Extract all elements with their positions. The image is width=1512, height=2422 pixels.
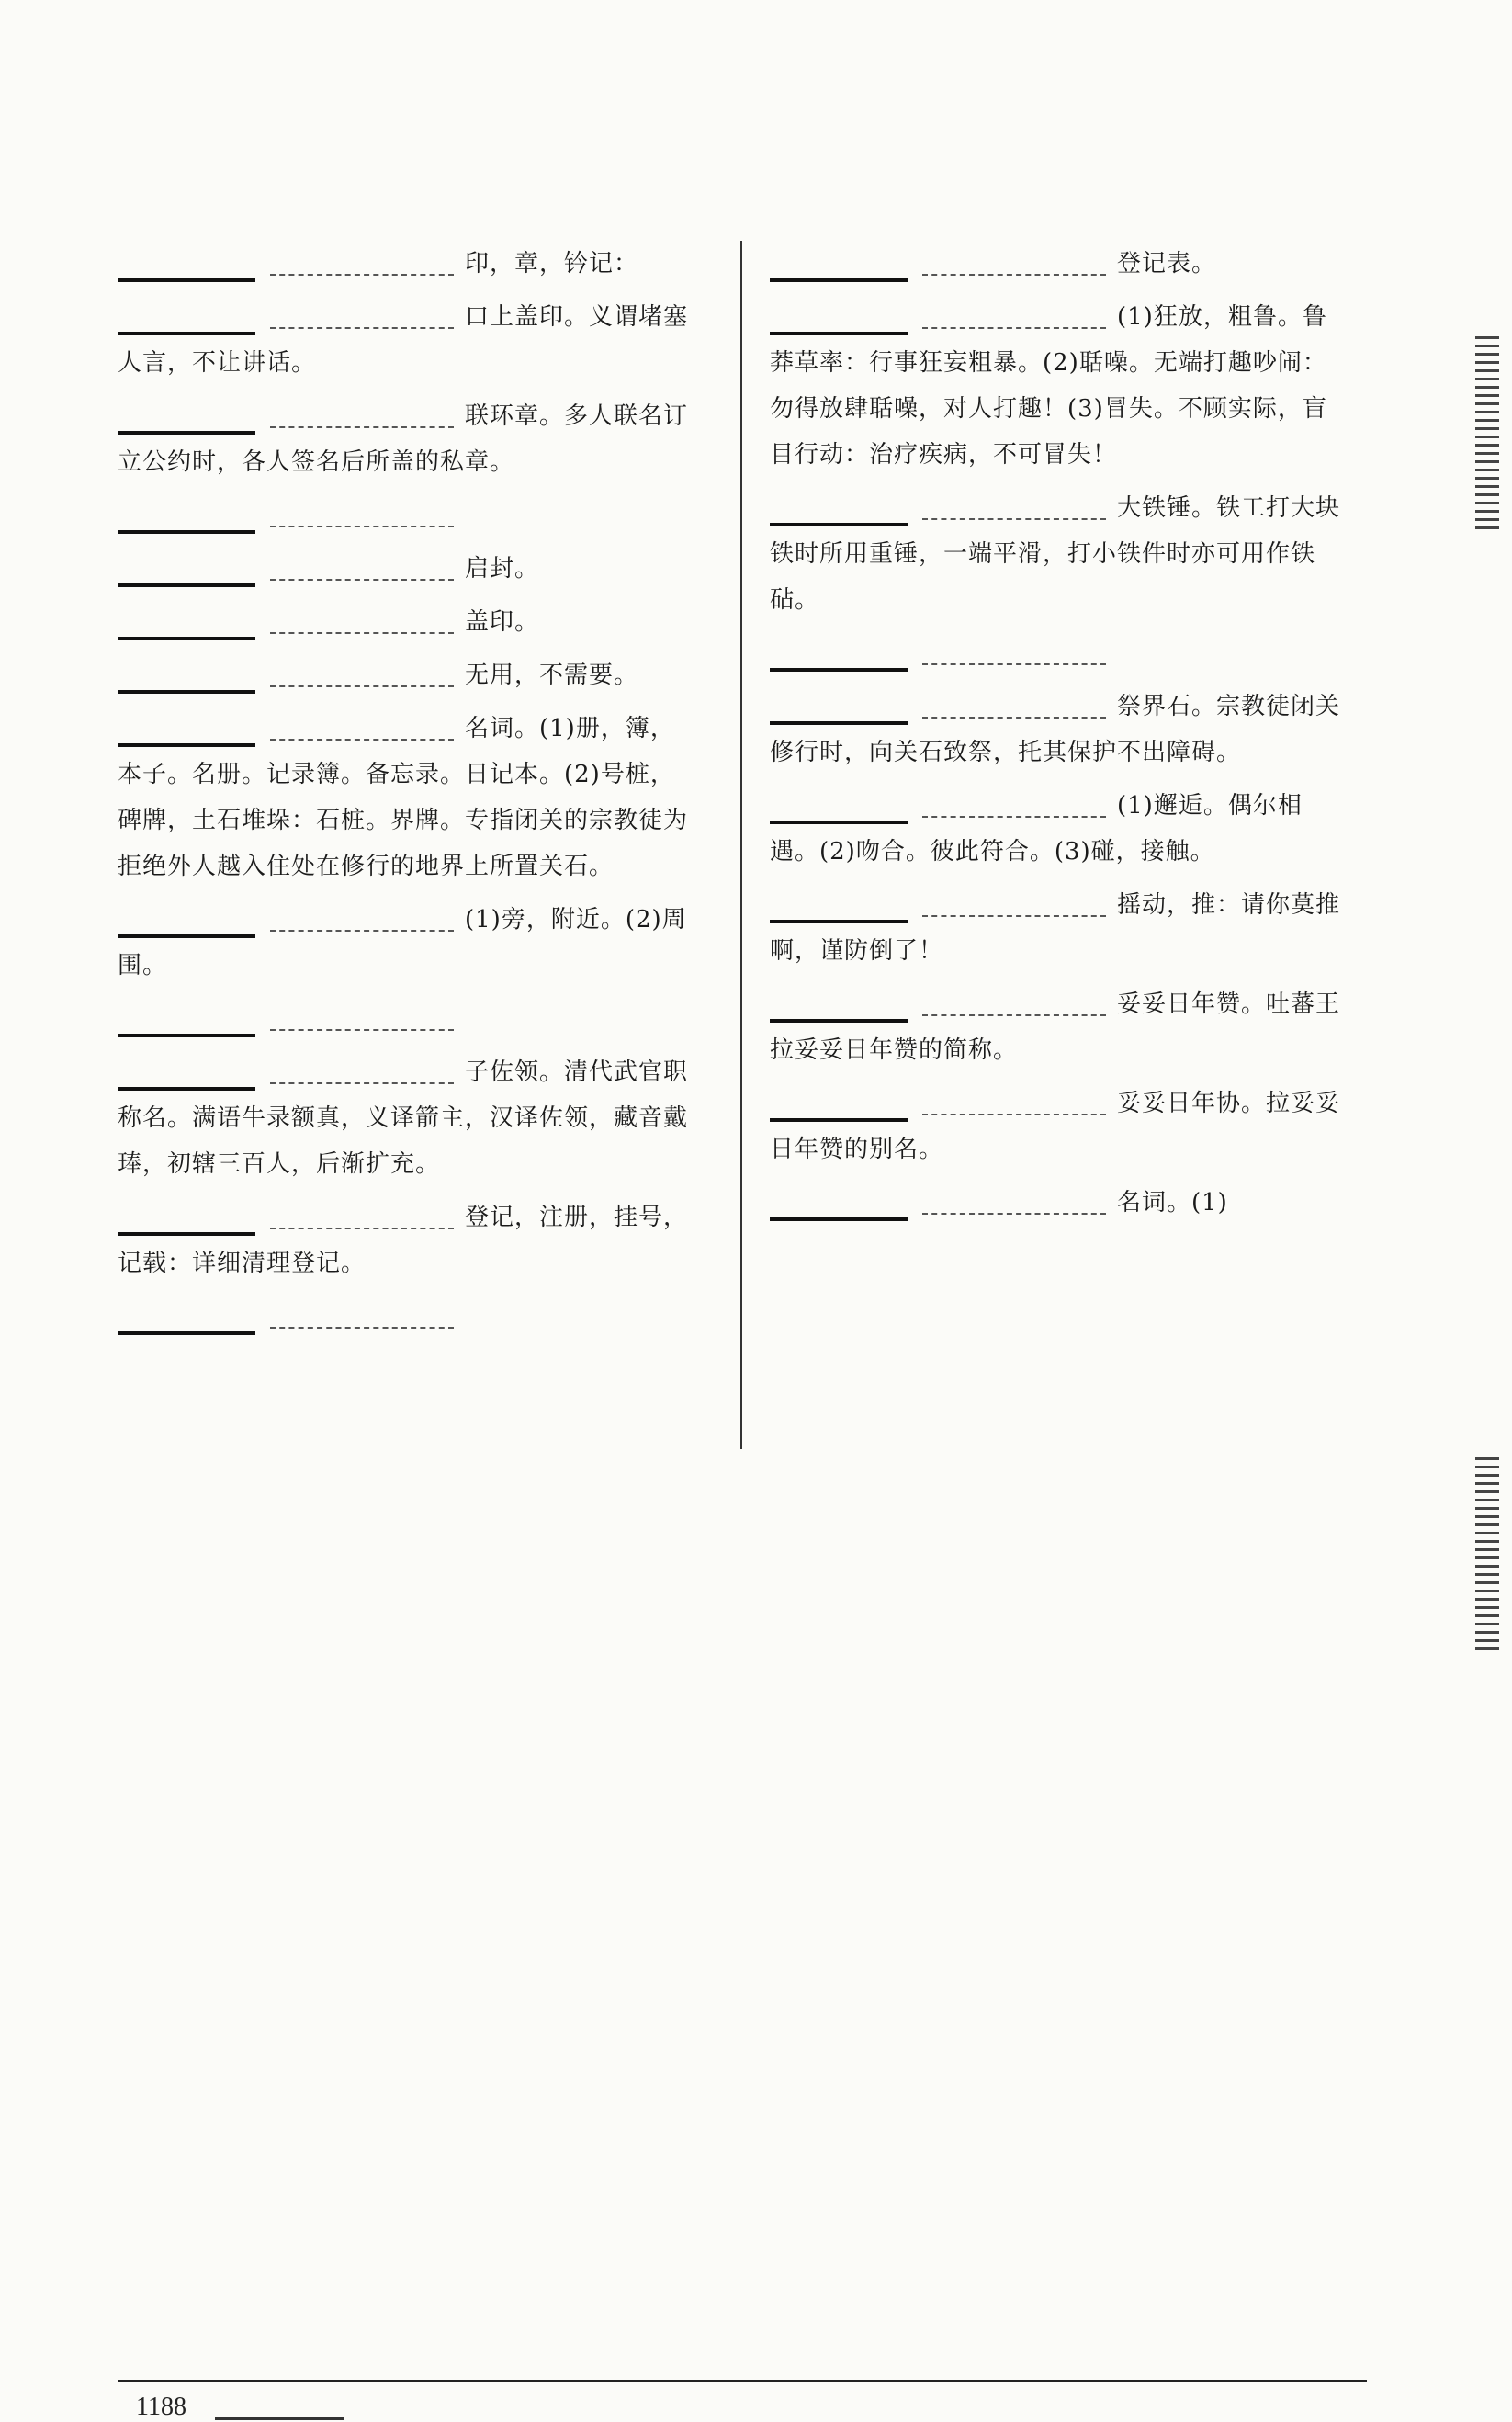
edge-mark <box>1475 1532 1499 1534</box>
entry-tibetan-definition <box>922 796 1106 818</box>
dictionary-entry <box>770 485 1348 623</box>
entry-chinese-gloss: 无用，不需要。 <box>465 662 639 689</box>
entry-headword <box>770 690 908 725</box>
dictionary-entry <box>118 241 696 287</box>
edge-mark <box>1475 419 1499 422</box>
entry-chinese-gloss: 名词。(1) <box>1117 1189 1228 1217</box>
entry-headword <box>770 637 908 672</box>
edge-mark <box>1475 427 1499 430</box>
entry-headword <box>770 492 908 526</box>
edge-marks-bottom <box>1475 1452 1499 1656</box>
edge-mark <box>1475 1606 1499 1609</box>
entry-headword <box>118 499 255 534</box>
dictionary-entry <box>770 294 1348 478</box>
entry-tibetan-definition <box>922 696 1106 719</box>
entry-headword <box>118 552 255 587</box>
entry-headword <box>118 400 255 435</box>
edge-mark <box>1475 1457 1499 1460</box>
entry-tibetan-definition <box>270 910 454 932</box>
entry-headword <box>118 300 255 335</box>
dictionary-entry <box>770 684 1348 775</box>
entry-chinese-gloss: (1)狂放，粗鲁。鲁莽草率：行事狂妄粗暴。(2)聒噪。无端打趣吵闹：勿得放肆聒噪，对人打趣！(3)冒失。不顾实际，盲目行动：治疗疾病，不可冒失！ <box>770 303 1327 469</box>
edge-mark <box>1475 1490 1499 1493</box>
edge-mark <box>1475 444 1499 447</box>
entry-headword <box>770 300 908 335</box>
edge-mark <box>1475 1507 1499 1510</box>
entry-chinese-gloss: 口上盖印。义谓堵塞人言，不让讲话。 <box>118 303 689 377</box>
edge-mark <box>1475 1573 1499 1576</box>
entry-tibetan-definition <box>922 498 1106 520</box>
entry-headword <box>118 606 255 640</box>
entry-headword <box>770 789 908 824</box>
edge-mark <box>1475 1631 1499 1634</box>
edge-mark <box>1475 1540 1499 1543</box>
entry-chinese-gloss: (1)旁，附近。(2)周围。 <box>118 906 687 979</box>
edge-mark <box>1475 460 1499 463</box>
footer-rule <box>118 2380 1367 2382</box>
entry-headword <box>118 903 255 938</box>
entry-headword <box>770 247 908 282</box>
dictionary-entry <box>770 981 1348 1073</box>
entry-chinese-gloss: 摇动，推：请你莫推啊，谨防倒了！ <box>770 891 1341 965</box>
entry-headword <box>118 1056 255 1091</box>
edge-mark <box>1475 1515 1499 1518</box>
entry-tibetan-definition <box>270 307 454 329</box>
edge-mark <box>1475 411 1499 413</box>
edge-mark <box>1475 378 1499 380</box>
edge-mark <box>1475 1598 1499 1601</box>
entry-headword <box>118 1300 255 1335</box>
entry-chinese-gloss: 妥妥日年赞。吐蕃王拉妥妥日年赞的简称。 <box>770 990 1341 1064</box>
entry-tibetan-definition <box>270 612 454 634</box>
entry-chinese-gloss: 妥妥日年协。拉妥妥日年赞的别名。 <box>770 1090 1341 1163</box>
entry-chinese-gloss: 启封。 <box>465 555 540 583</box>
edge-mark <box>1475 1614 1499 1617</box>
right-column <box>770 241 1348 1233</box>
dictionary-entry <box>770 241 1348 287</box>
dictionary-entry <box>770 630 1348 676</box>
entry-tibetan-definition <box>922 895 1106 917</box>
edge-mark <box>1475 1548 1499 1551</box>
entry-chinese-gloss: 名词。(1)册，簿，本子。名册。记录簿。备忘录。日记本。(2)号桩，碑牌，土石堆垛：石桩。界牌。专指闭关的宗教徒为拒绝外人越入住处在修行的地界上所置关石。 <box>118 715 689 880</box>
entry-chinese-gloss: 印，章，钤记： <box>465 250 639 277</box>
dictionary-entry <box>118 996 696 1042</box>
entry-headword <box>770 1087 908 1122</box>
edge-mark <box>1475 345 1499 347</box>
entry-tibetan-definition <box>922 254 1106 276</box>
entry-tibetan-definition <box>270 665 454 687</box>
entry-chinese-gloss: 联环章。多人联名订立公约时，各人签名后所盖的私章。 <box>118 402 689 476</box>
entry-tibetan-definition <box>270 1307 454 1329</box>
edge-mark <box>1475 361 1499 364</box>
entry-tibetan-definition <box>270 559 454 581</box>
entry-tibetan-definition <box>922 307 1106 329</box>
column-divider <box>740 241 742 1449</box>
entry-headword <box>118 1201 255 1236</box>
dictionary-entry <box>118 897 696 989</box>
edge-mark <box>1475 1590 1499 1592</box>
entry-headword <box>118 659 255 694</box>
dictionary-entry <box>118 546 696 592</box>
entry-headword <box>118 1002 255 1037</box>
edge-mark <box>1475 1523 1499 1526</box>
edge-mark <box>1475 1639 1499 1642</box>
entry-chinese-gloss: 大铁锤。铁工打大块铁时所用重锤，一端平滑，打小铁件时亦可用作铁砧。 <box>770 494 1341 614</box>
entry-tibetan-definition <box>270 505 454 527</box>
entry-chinese-gloss: (1)邂逅。偶尔相遇。(2)吻合。彼此符合。(3)碰，接触。 <box>770 792 1303 866</box>
entry-tibetan-definition <box>270 254 454 276</box>
edge-mark <box>1475 485 1499 488</box>
entry-tibetan-definition <box>270 1062 454 1084</box>
edge-mark <box>1475 510 1499 513</box>
edge-mark <box>1475 493 1499 496</box>
edge-mark <box>1475 1474 1499 1477</box>
dictionary-entry <box>118 706 696 889</box>
dictionary-entry <box>118 1194 696 1286</box>
page-number: 1188 <box>136 2393 186 2421</box>
edge-mark <box>1475 1581 1499 1584</box>
dictionary-entry <box>118 1294 696 1340</box>
edge-mark <box>1475 1482 1499 1485</box>
entry-tibetan-definition <box>270 1009 454 1031</box>
edge-mark <box>1475 526 1499 529</box>
entry-tibetan-definition <box>922 994 1106 1016</box>
edge-mark <box>1475 369 1499 372</box>
edge-mark <box>1475 477 1499 480</box>
dictionary-entry <box>770 1180 1348 1226</box>
edge-mark <box>1475 1647 1499 1650</box>
entry-tibetan-definition <box>270 719 454 741</box>
edge-mark <box>1475 436 1499 438</box>
edge-mark <box>1475 502 1499 504</box>
left-column <box>118 241 696 1347</box>
entry-tibetan-definition <box>270 1207 454 1229</box>
dictionary-entry <box>118 294 696 386</box>
entry-headword <box>770 888 908 923</box>
edge-mark <box>1475 469 1499 471</box>
entry-chinese-gloss: 登记，注册，挂号，记载：详细清理登记。 <box>118 1204 689 1277</box>
entry-tibetan-definition <box>922 1193 1106 1215</box>
edge-mark <box>1475 402 1499 405</box>
edge-marks-top <box>1475 331 1499 535</box>
edge-mark <box>1475 452 1499 455</box>
entry-headword <box>118 712 255 747</box>
edge-mark <box>1475 336 1499 339</box>
entry-chinese-gloss: 登记表。 <box>1117 250 1217 277</box>
entry-chinese-gloss: 子佐领。清代武官职称名。满语牛录额真，义译箭主，汉译佐领，藏音戴琫，初辖三百人，后渐扩充。 <box>118 1058 689 1178</box>
dictionary-entry <box>118 599 696 645</box>
entry-chinese-gloss: 祭界石。宗教徒闭关修行时，向关石致祭，托其保护不出障碍。 <box>770 693 1341 766</box>
page-footer <box>136 2393 344 2422</box>
edge-mark <box>1475 1466 1499 1468</box>
edge-mark <box>1475 353 1499 356</box>
entry-chinese-gloss: 盖印。 <box>465 608 540 636</box>
edge-mark <box>1475 394 1499 397</box>
entry-headword <box>770 988 908 1023</box>
dictionary-entry <box>118 652 696 698</box>
edge-mark <box>1475 386 1499 389</box>
entry-headword <box>770 1186 908 1221</box>
entry-tibetan-definition <box>922 643 1106 665</box>
edge-mark <box>1475 1623 1499 1625</box>
dictionary-entry <box>770 1081 1348 1172</box>
edge-mark <box>1475 1556 1499 1559</box>
edge-mark <box>1475 1565 1499 1568</box>
dictionary-entry <box>770 783 1348 875</box>
dictionary-entry <box>118 492 696 538</box>
edge-mark <box>1475 518 1499 521</box>
edge-mark <box>1475 1499 1499 1501</box>
entry-tibetan-definition <box>270 406 454 428</box>
running-head <box>215 2397 344 2420</box>
dictionary-entry <box>118 1049 696 1187</box>
entry-tibetan-definition <box>922 1093 1106 1115</box>
entry-headword <box>118 247 255 282</box>
dictionary-entry <box>770 882 1348 974</box>
dictionary-entry <box>118 393 696 485</box>
